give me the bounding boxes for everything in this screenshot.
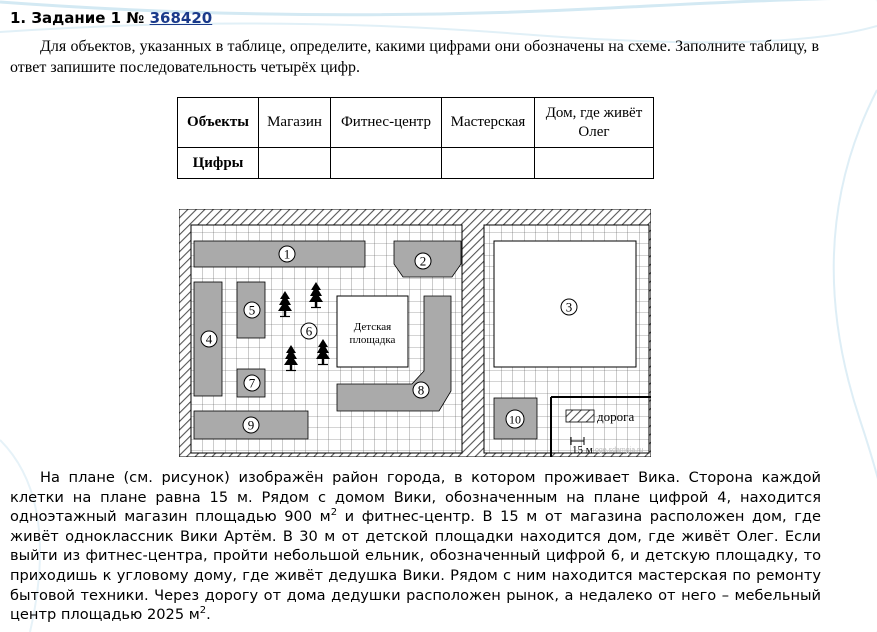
intro-paragraph: Для объектов, указанных в таблице, определите, какими цифрами они обозначены на схеме. Заполните таблицу, в ответ запишите последовательность четырёх цифр. (10, 38, 819, 76)
watermark: oge.sdamgia.ru (595, 447, 644, 454)
task-header (10, 9, 212, 27)
answer-cell-fitness[interactable] (331, 148, 442, 179)
object-oleg-house: Дом, где живёт Олег (535, 98, 654, 148)
object-workshop: Мастерская (442, 98, 535, 148)
legend-road-label: дорога (597, 409, 635, 424)
story-paragraph (10, 468, 821, 625)
label-7: 7 (248, 375, 256, 391)
label-1: 1 (283, 246, 291, 262)
label-3: 3 (565, 299, 573, 315)
label-5: 5 (248, 302, 256, 318)
digits-header: Цифры (178, 148, 259, 179)
task-id-link[interactable]: 368420 (149, 9, 213, 27)
road-legend-swatch (566, 410, 594, 422)
label-2: 2 (419, 253, 427, 269)
answer-cell-shop[interactable] (259, 148, 331, 179)
playground-label-1: Детская (353, 321, 392, 333)
objects-header: Объекты (178, 98, 259, 148)
story-sup-2: 2 (199, 605, 207, 617)
object-fitness: Фитнес-центр (331, 98, 442, 148)
answer-cell-oleg-house[interactable] (535, 148, 654, 179)
label-10: 10 (509, 412, 521, 427)
answer-cell-workshop[interactable] (442, 148, 535, 179)
story-text-3: . (206, 606, 211, 624)
label-4: 4 (205, 331, 213, 347)
label-9: 9 (247, 417, 255, 433)
label-8: 8 (417, 382, 425, 398)
story-text-2: и фитнес-центр. В 15 м от магазина расположен дом, где живёт одноклассник Вики Артём. В 30 м от детской площадки находится дом, где живёт Олег. Если выйти из фитнес-центра, пройти небольшой ельник, обозначенный цифрой 6, и детскую площадку, то приходишь к угловому дому, где живёт дедушка Вики. Рядом с ним находится мастерская по ремонту бытовой техники. Через дорогу от дома дедушки расположен рынок, а недалеко от него – мебельный центр площадью 2025 м (10, 508, 821, 624)
legend-scale-label: 15 м (572, 444, 593, 456)
label-6: 6 (305, 323, 313, 339)
task-heading: 1. Задание 1 № (10, 9, 145, 27)
city-plan (179, 209, 651, 457)
objects-table (177, 97, 654, 179)
story-text-1: На плане (см. рисунок) изображён район города, в котором проживает Вика. Сторона каждой клетки на плане равна 15 м. Рядом с домом Вики, обозначенным на плане цифрой 4, находится одноэтажный магазин площадью 900 м (10, 469, 821, 526)
story-sup-1: 2 (330, 507, 338, 519)
object-shop: Магазин (259, 98, 331, 148)
playground-label-2: площадка (349, 334, 396, 346)
